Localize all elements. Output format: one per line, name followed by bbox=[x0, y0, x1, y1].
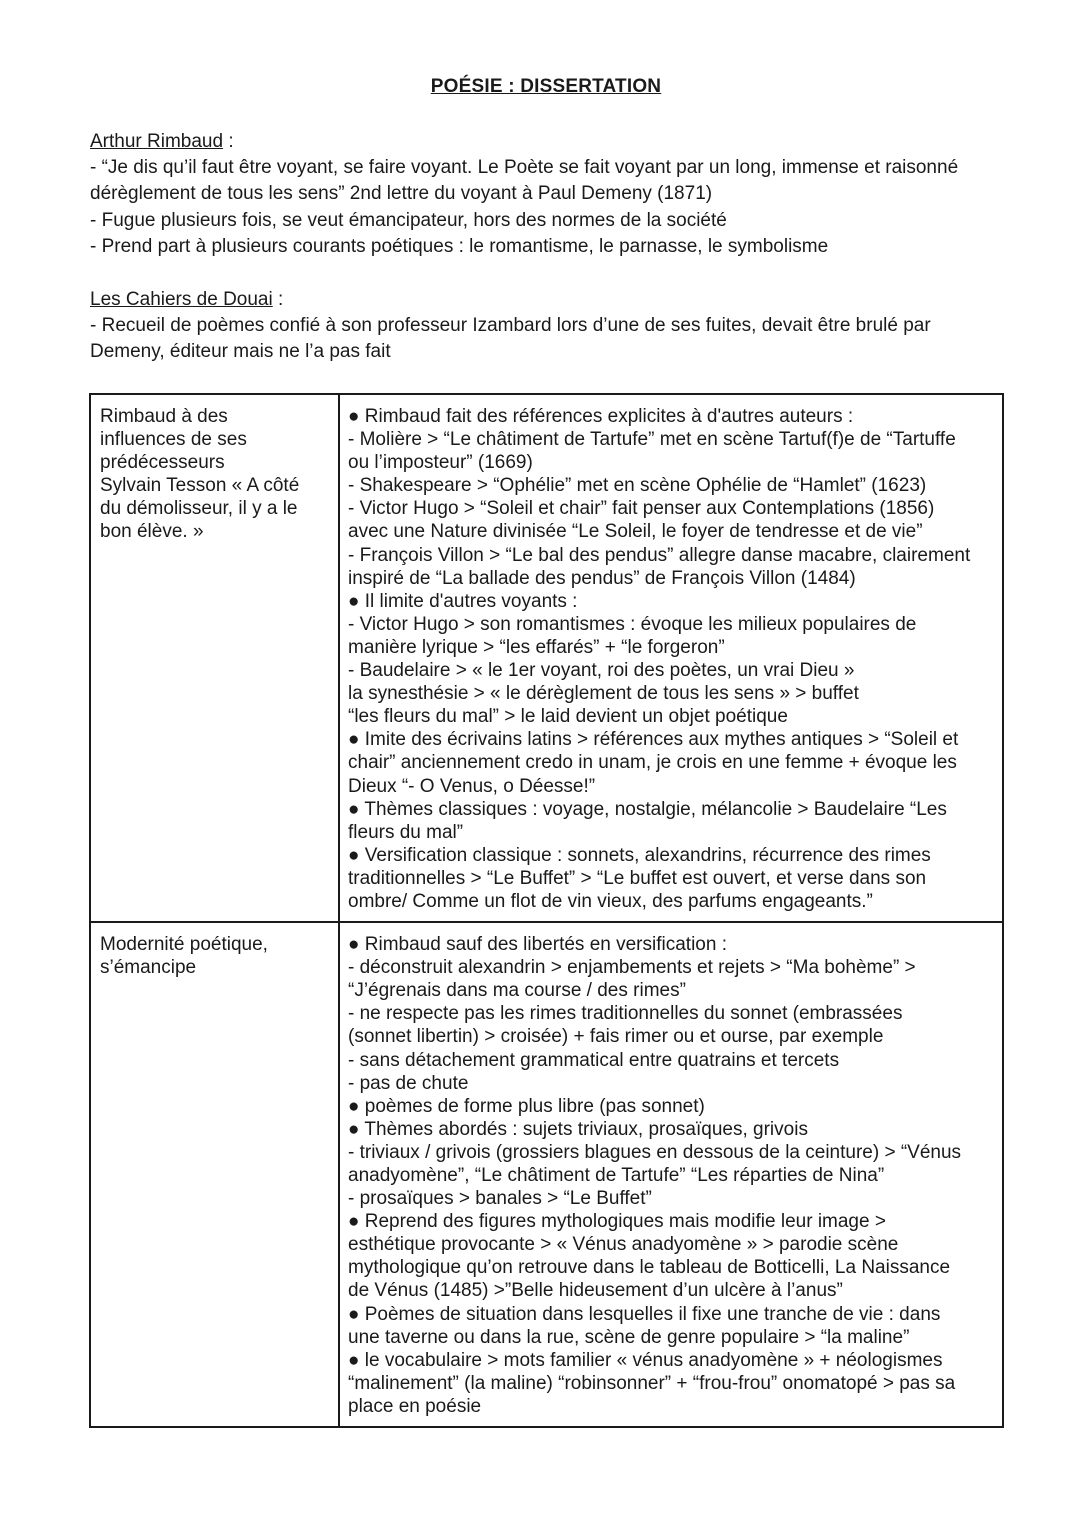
cell-line: Rimbaud à des bbox=[100, 406, 228, 427]
section-cahiers-de-douai bbox=[90, 287, 1020, 366]
text-line: - Recueil de poèmes confié à son professeur Izambard lors d’une de ses fuites, devait être brulé par bbox=[90, 315, 931, 337]
cell-line: manière lyrique > “les effarés” + “le forgeron” bbox=[348, 636, 725, 658]
heading-suffix: : bbox=[272, 289, 284, 310]
cell-line: ● Rimbaud sauf des libertés en versification : bbox=[348, 934, 727, 956]
cell-line: ombre/ Comme un flot de vin vieux, des parfums engageants.” bbox=[348, 890, 873, 912]
cell-line: esthétique provocante > « Vénus anadyomène » > parodie scène bbox=[348, 1234, 899, 1256]
cell-line: une taverne ou dans la rue, scène de genre populaire > “la maline” bbox=[348, 1326, 910, 1348]
cell-line: - pas de chute bbox=[348, 1072, 469, 1094]
heading-suffix: : bbox=[223, 131, 234, 152]
cell-line: - Victor Hugo > son romantismes : évoque les milieux populaires de bbox=[348, 613, 917, 635]
cell-line: traditionnelles > “Le Buffet” > “Le buffet est ouvert, et verse dans son bbox=[348, 867, 927, 889]
cell-line: - ne respecte pas les rimes traditionnelles du sonnet (embrassées bbox=[348, 1003, 903, 1025]
cell-line: Modernité poétique, bbox=[100, 934, 268, 956]
cell-line: “J’égrenais dans ma course / des rimes” bbox=[348, 980, 686, 1002]
cell-line: - Victor Hugo > “Soleil et chair” fait penser aux Contemplations (1856) bbox=[348, 498, 935, 520]
text-line: dérèglement de tous les sens” 2nd lettre du voyant à Paul Demeny (1871) bbox=[90, 183, 713, 205]
cell-line: - déconstruit alexandrin > enjambements et rejets > “Ma bohème” > bbox=[348, 957, 916, 979]
section-heading: Arthur Rimbaud bbox=[90, 131, 224, 152]
cell-line: ● Thèmes classiques : voyage, nostalgie, mélancolie > Baudelaire “Les bbox=[348, 798, 947, 820]
table-cell-topic bbox=[90, 922, 339, 1427]
cell-line: Sylvain Tesson « A côté bbox=[100, 475, 300, 497]
cell-line: bon élève. » bbox=[100, 521, 204, 543]
table-row bbox=[90, 922, 1003, 1427]
cell-line: - triviaux / grivois (grossiers blagues en dessous de la ceinture) > “Vénus bbox=[348, 1141, 962, 1163]
document-title: POÉSIE : DISSERTATION bbox=[430, 76, 662, 97]
cell-line: ● Il limite d'autres voyants : bbox=[348, 590, 578, 612]
cell-line: influences de ses bbox=[100, 429, 247, 451]
text-line: - Fugue plusieurs fois, se veut émancipateur, hors des normes de la société bbox=[90, 209, 727, 231]
cell-line: ● poèmes de forme plus libre (pas sonnet) bbox=[348, 1095, 705, 1117]
cell-line: ● Poèmes de situation dans lesquelles il fixe une tranche de vie : dans bbox=[348, 1303, 941, 1325]
cell-line: la synesthésie > « le dérèglement de tous les sens » > buffet bbox=[348, 683, 859, 705]
cell-line: - Baudelaire > « le 1er voyant, roi des poètes, un vrai Dieu » bbox=[348, 660, 855, 682]
notes-table bbox=[89, 393, 1004, 1428]
cell-line: Dieux “- O Venus, o Déesse!” bbox=[348, 775, 596, 797]
cell-line: ● Reprend des figures mythologiques mais modifie leur image > bbox=[348, 1211, 886, 1233]
table-cell-notes bbox=[339, 922, 1003, 1427]
section-heading-line bbox=[90, 129, 1020, 155]
cell-line: prédécesseurs bbox=[100, 452, 225, 474]
cell-line: ● le vocabulaire > mots familier « vénus anadyomène » + néologismes bbox=[348, 1349, 943, 1371]
table-row bbox=[90, 394, 1003, 922]
section-arthur-rimbaud bbox=[90, 129, 1020, 260]
cell-line: ● Thèmes abordés : sujets triviaux, prosaïques, grivois bbox=[348, 1118, 808, 1140]
cell-line: anadyomène”, “Le châtiment de Tartufe” “Les réparties de Nina” bbox=[348, 1165, 885, 1186]
cell-line: - prosaïques > banales > “Le Buffet” bbox=[348, 1188, 652, 1210]
cell-line: ● Imite des écrivains latins > références aux mythes antiques > “Soleil et bbox=[348, 729, 959, 751]
text-line: Demeny, éditeur mais ne l’a pas fait bbox=[90, 341, 391, 363]
cell-line: - François Villon > “Le bal des pendus” allegre danse macabre, clairement bbox=[348, 544, 971, 566]
section-heading-line bbox=[90, 287, 1020, 313]
cell-line: “les fleurs du mal” > le laid devient un objet poétique bbox=[348, 706, 788, 728]
table-cell-notes bbox=[339, 394, 1003, 922]
cell-line: chair” anciennement credo in unam, je crois en une femme + évoque les bbox=[348, 752, 957, 774]
cell-line: place en poésie bbox=[348, 1395, 482, 1417]
cell-line: ● Versification classique : sonnets, alexandrins, récurrence des rimes bbox=[348, 844, 931, 866]
cell-line: inspiré de “La ballade des pendus” de François Villon (1484) bbox=[348, 567, 856, 589]
cell-line: de Vénus (1485) >”Belle hideusement d’un ulcère à l’anus” bbox=[348, 1280, 843, 1302]
cell-line: - Molière > “Le châtiment de Tartufe” met en scène Tartuf(f)e de “Tartuffe bbox=[348, 429, 956, 451]
table-cell-topic bbox=[90, 394, 339, 922]
section-heading: Les Cahiers de Douai bbox=[90, 289, 273, 310]
cell-line: fleurs du mal” bbox=[348, 821, 464, 843]
text-line: - “Je dis qu’il faut être voyant, se faire voyant. Le Poète se fait voyant par un long, immense et raisonné bbox=[90, 157, 959, 179]
text-line: - Prend part à plusieurs courants poétiques : le romantisme, le parnasse, le symbolisme bbox=[90, 235, 829, 257]
cell-line: - Shakespeare > “Ophélie” met en scène Ophélie de “Hamlet” (1623) bbox=[348, 475, 927, 497]
cell-line: ou l’imposteur” (1669) bbox=[348, 452, 533, 474]
cell-line: - sans détachement grammatical entre quatrains et tercets bbox=[348, 1049, 840, 1071]
cell-line: (sonnet libertin) > croisée) + fais rimer ou et ourse, par exemple bbox=[348, 1026, 884, 1048]
cell-line: du démolisseur, il y a le bbox=[100, 498, 298, 520]
cell-line: s’émancipe bbox=[100, 957, 197, 979]
cell-line: avec une Nature divinisée “Le Soleil, le foyer de tendresse et de vie” bbox=[348, 521, 923, 543]
cell-line: ● Rimbaud fait des références explicites à d'autres auteurs : bbox=[348, 406, 854, 427]
cell-line: mythologique qu’on retrouve dans le tableau de Botticelli, La Naissance bbox=[348, 1257, 951, 1279]
cell-line: “malinement” (la maline) “robinsonner” + “frou-frou” onomatopé > pas sa bbox=[348, 1372, 956, 1394]
